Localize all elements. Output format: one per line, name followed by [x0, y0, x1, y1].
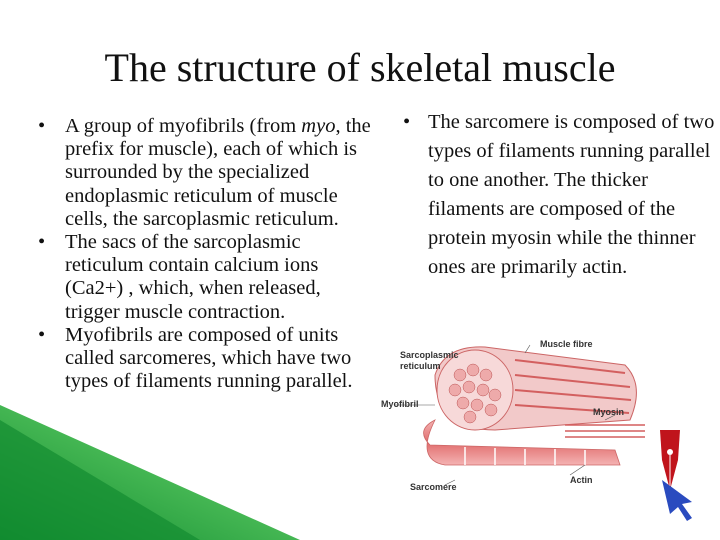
label-sarcomere: Sarcomere	[410, 482, 457, 492]
left-bullet-1: • A group of myofibrils (from myo, the prefix for muscle), each of which is surrounded by the specialized endoplasmic reticulum of muscle cells, the sarcoplasmic reticulum.	[30, 115, 375, 231]
pen-nib-cursor-icon	[640, 420, 720, 540]
myo-emphasis: myo	[301, 115, 336, 137]
right-bullet-list	[395, 108, 715, 282]
muscle-structure-diagram	[375, 335, 655, 505]
label-actin: Actin	[570, 475, 593, 485]
left-bullet-3: • Myofibrils are composed of units called sarcomeres, which have two types of filaments running parallel.	[30, 324, 375, 394]
label-muscle-fibre: Muscle fibre	[540, 339, 593, 349]
label-sarcoplasmic: Sarcoplasmic	[400, 350, 459, 360]
label-myofibril: Myofibril	[381, 399, 419, 409]
label-reticulum: reticulum	[400, 361, 441, 371]
label-myosin: Myosin	[593, 407, 625, 417]
slide-title: The structure of skeletal muscle	[104, 45, 616, 90]
right-bullet-1: • The sarcomere is composed of two types of filaments running parallel to one another. The thicker filaments are composed of the protein myosin while the thinner ones are primarily actin.	[395, 108, 715, 282]
left-bullet-2: • The sacs of the sarcoplasmic reticulum contain calcium ions (Ca2+) , which, when released, trigger muscle contraction.	[30, 231, 375, 324]
left-bullet-list	[30, 115, 375, 393]
